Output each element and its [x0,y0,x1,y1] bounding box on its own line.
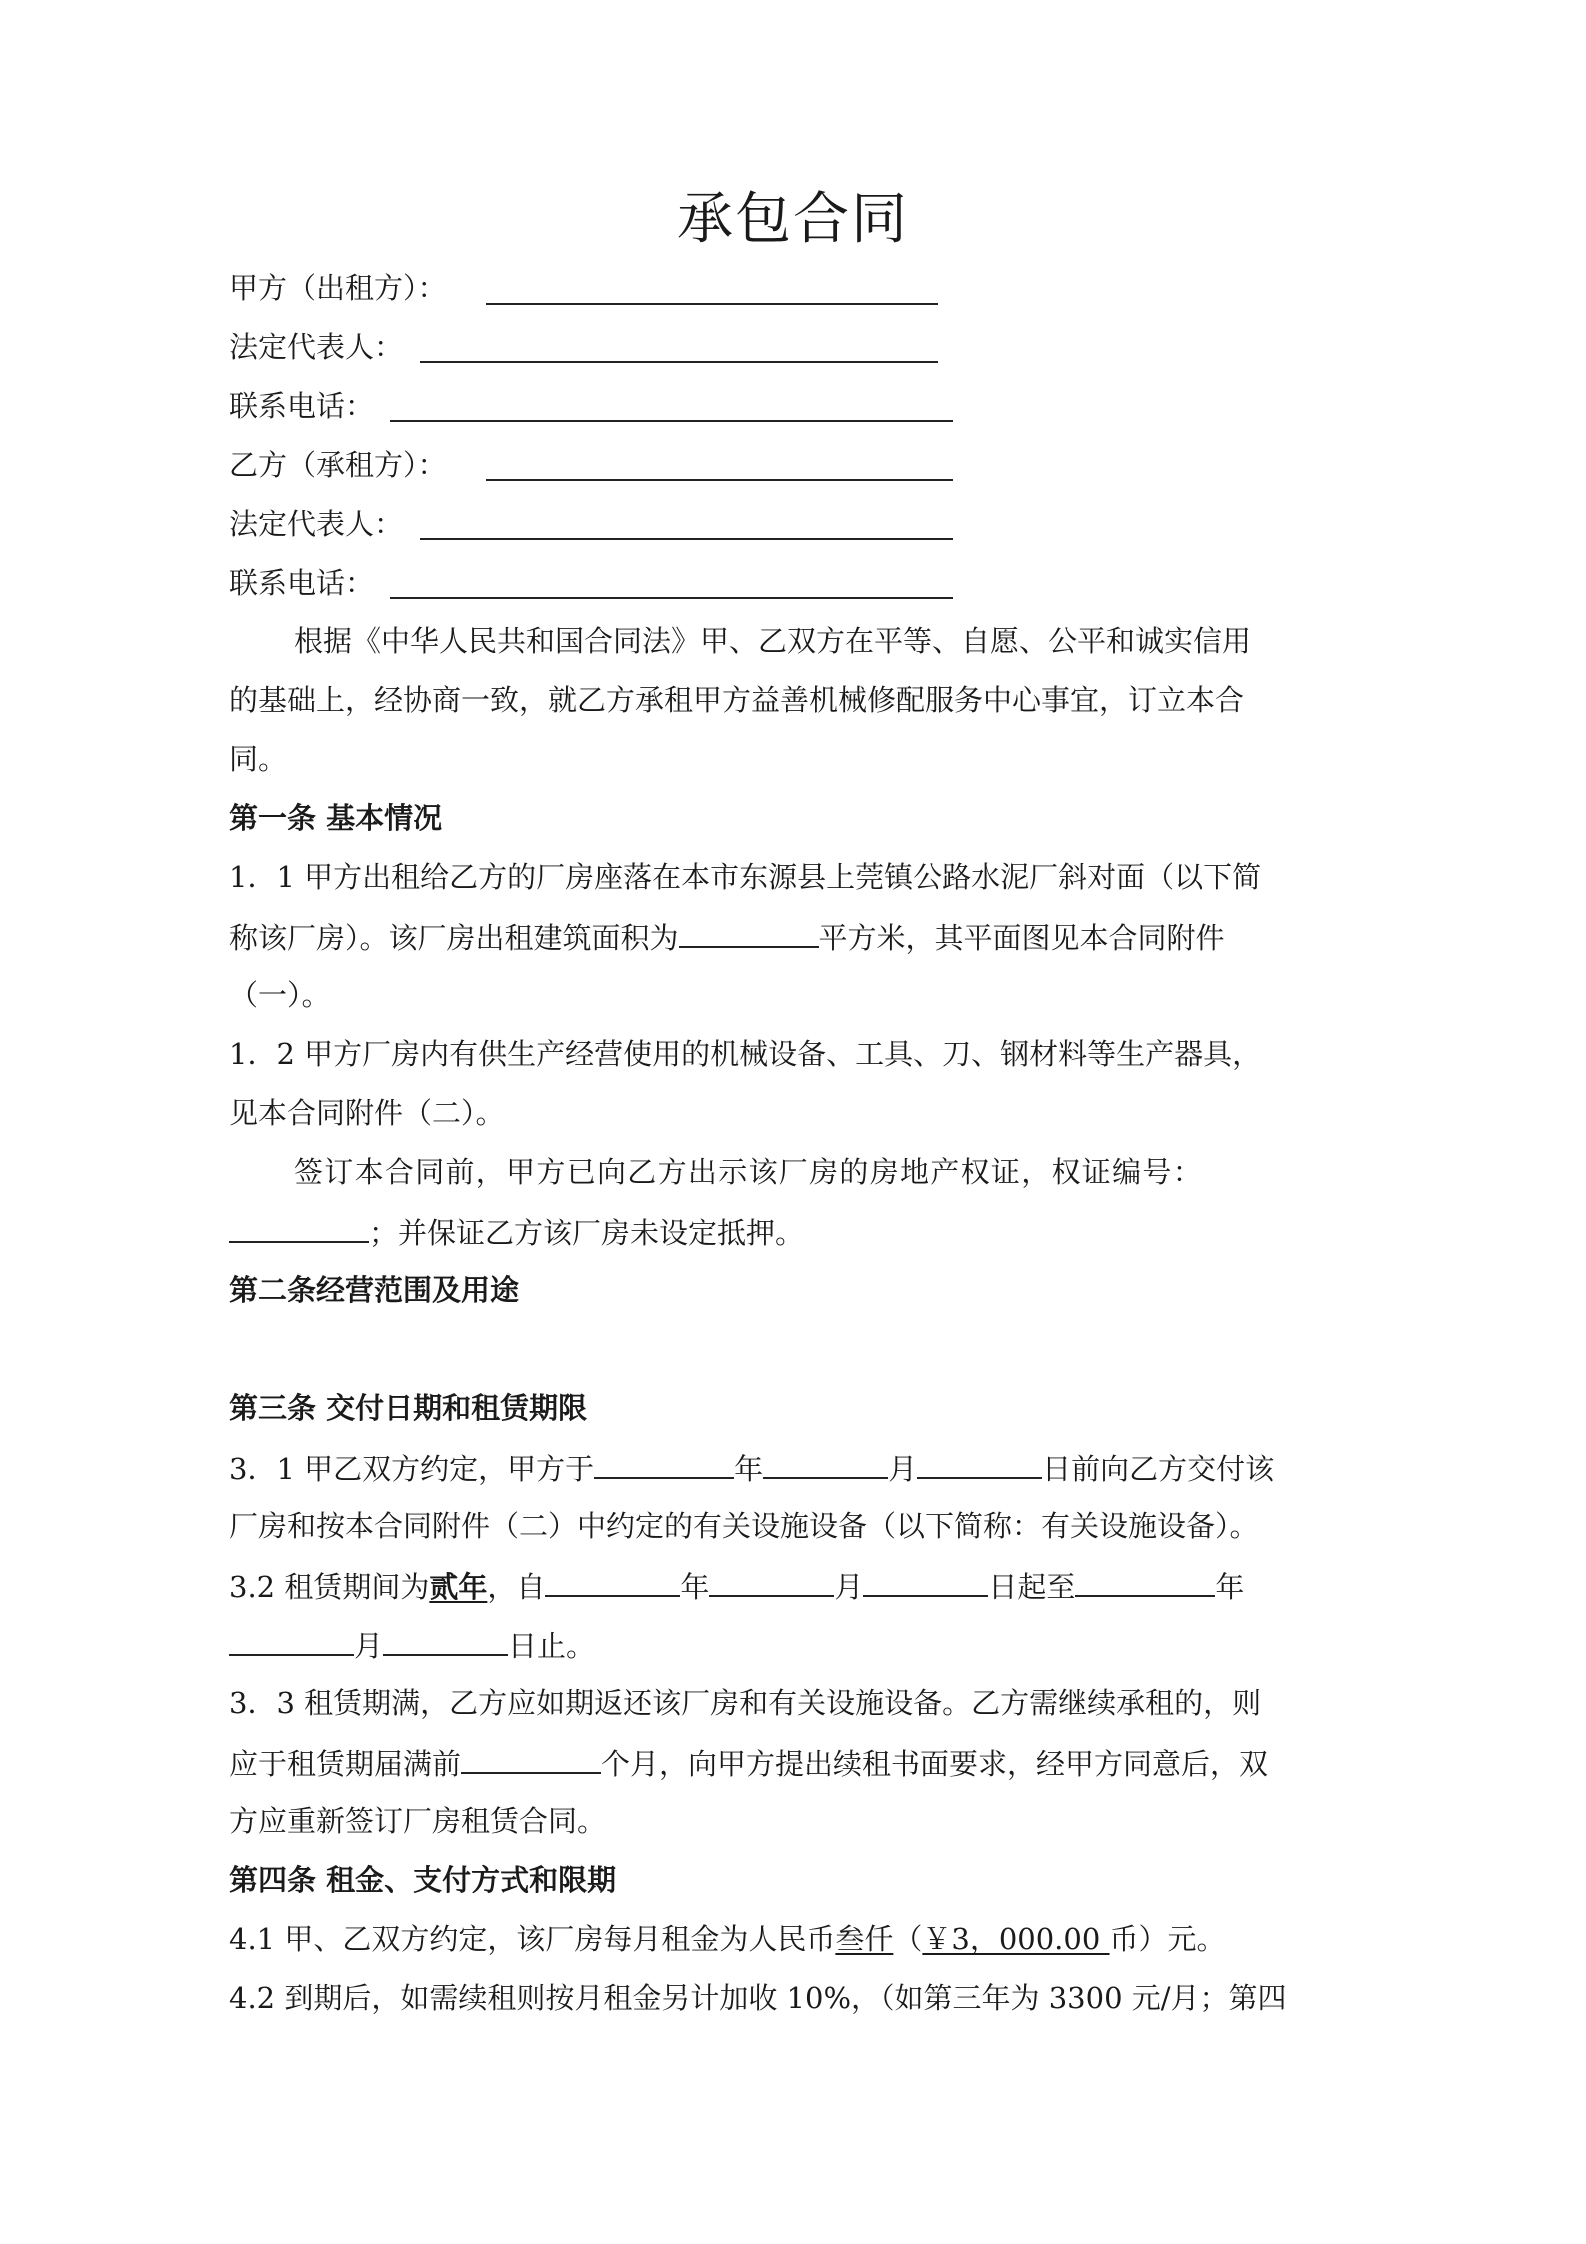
end-month-label: 月 [354,1629,384,1663]
party-a-label: 甲方（出租方）： [229,271,447,305]
start-year-blank[interactable] [545,1565,680,1597]
article-3-1-text-a: 3．1 甲乙双方约定，甲方于 [229,1452,595,1486]
rent-amount-chinese: 叁仟 [835,1922,894,1956]
article-4-2-line: 4.2 到期后，如需续租则按月租金另计加收 10%，（如第三年为 3300 元/月；第四 [229,1981,1287,2015]
article-4-1-text-c: 币）元。 [1109,1922,1226,1956]
article-2-heading: 第二条经营范围及用途 [229,1273,520,1307]
rent-amount: ￥3，000.00 [922,1922,1110,1956]
article-3-2-line-1 [229,1565,1244,1607]
article-1-1-line-3: （一）。 [229,978,331,1012]
intro-line-2: 的基础上，经协商一致，就乙方承租甲方益善机械修配服务中心事宜，订立本合 [229,683,1245,717]
certificate-number-blank[interactable] [229,1211,369,1243]
article-1-1-line-2 [229,916,1225,958]
start-day-blank[interactable] [863,1565,988,1597]
renewal-months-blank[interactable] [461,1742,601,1774]
article-1-1-text-a: 称该厂房）。该厂房出租建筑面积为 [229,921,679,955]
party-a-field [229,268,447,308]
party-a-blank[interactable] [486,303,938,305]
article-1-heading: 第一条 基本情况 [229,801,443,835]
start-month-label: 月 [834,1570,864,1604]
lease-term: 贰年 [429,1570,488,1604]
year-label: 年 [734,1452,764,1486]
article-3-2-text-a: 3.2 租赁期间为 [229,1570,430,1604]
party-b-field [229,445,447,485]
party-b-label: 乙方（承租方）： [229,448,447,482]
article-3-3-text-b: 个月，向甲方提出续租书面要求，经甲方同意后，双 [601,1747,1269,1781]
party-a-phone-field [229,386,374,426]
article-1-3-text: ；并保证乙方该厂房未设定抵押。 [369,1216,805,1250]
party-b-blank[interactable] [486,479,953,481]
party-b-rep-blank[interactable] [420,538,953,540]
party-b-rep-label: 法定代表人： [229,507,404,541]
article-3-1-line-1 [229,1447,1274,1489]
area-blank[interactable] [679,916,819,948]
article-3-3-line-1: 3．3 租赁期满，乙方应如期返还该厂房和有关设施设备。乙方需继续承租的，则 [229,1686,1262,1720]
party-a-rep-blank[interactable] [420,361,938,363]
article-1-3-line-1: 签订本合同前，甲方已向乙方出示该厂房的房地产权证，权证编号： [294,1155,1204,1189]
party-b-phone-blank[interactable] [390,597,953,599]
party-b-phone-label: 联系电话： [229,566,375,600]
article-1-1-line-1: 1．1 甲方出租给乙方的厂房座落在本市东源县上莞镇公路水泥厂斜对面（以下简 [229,860,1262,894]
article-3-1-line-2: 厂房和按本合同附件（二）中约定的有关设施设备（以下简称：有关设施设备）。 [229,1509,1259,1543]
article-3-1-text-c: 日前向乙方交付该 [1042,1452,1275,1486]
start-month-blank[interactable] [709,1565,834,1597]
article-3-3-line-2 [229,1742,1268,1784]
article-4-1-line [229,1919,1226,1959]
article-3-3-line-3: 方应重新签订厂房租赁合同。 [229,1804,607,1838]
party-b-rep-field [229,504,403,544]
article-4-1-text-b: （ [893,1922,923,1956]
article-3-2-text-b: ，自 [487,1570,546,1604]
end-day-blank[interactable] [383,1624,508,1656]
end-year-label: 年 [1215,1570,1245,1604]
article-4-heading: 第四条 租金、支付方式和限期 [229,1863,617,1897]
intro-line-3: 同。 [229,742,288,776]
party-b-phone-field [229,563,374,603]
month-label: 月 [888,1452,918,1486]
article-3-2-line-2 [229,1624,595,1666]
delivery-year-blank[interactable] [594,1447,734,1479]
delivery-day-blank[interactable] [917,1447,1042,1479]
article-3-2-end-text: 日止。 [508,1629,596,1663]
intro-line-1: 根据《中华人民共和国合同法》甲、乙双方在平等、自愿、公平和诚实信用 [294,624,1252,658]
end-month-blank[interactable] [229,1624,354,1656]
article-3-2-text-c: 日起至 [988,1570,1076,1604]
article-1-2-line-2: 见本合同附件（二）。 [229,1096,505,1130]
article-1-1-text-b: 平方米，其平面图见本合同附件 [818,921,1225,955]
article-3-3-text-a: 应于租赁期届满前 [229,1747,462,1781]
article-3-heading: 第三条 交付日期和租赁期限 [229,1391,588,1425]
article-4-1-text-a: 4.1 甲、乙双方约定，该厂房每月租金为人民币 [229,1922,836,1956]
party-a-phone-blank[interactable] [390,420,953,422]
end-year-blank[interactable] [1075,1565,1215,1597]
article-1-3-line-2 [229,1211,804,1253]
party-a-rep-label: 法定代表人： [229,330,404,364]
start-year-label: 年 [680,1570,710,1604]
party-a-phone-label: 联系电话： [229,389,375,423]
document-title: 承包合同 [677,187,909,252]
delivery-month-blank[interactable] [763,1447,888,1479]
article-1-2-line-1: 1．2 甲方厂房内有供生产经营使用的机械设备、工具、刀、钢材料等生产器具， [229,1037,1262,1071]
party-a-rep-field [229,327,403,367]
